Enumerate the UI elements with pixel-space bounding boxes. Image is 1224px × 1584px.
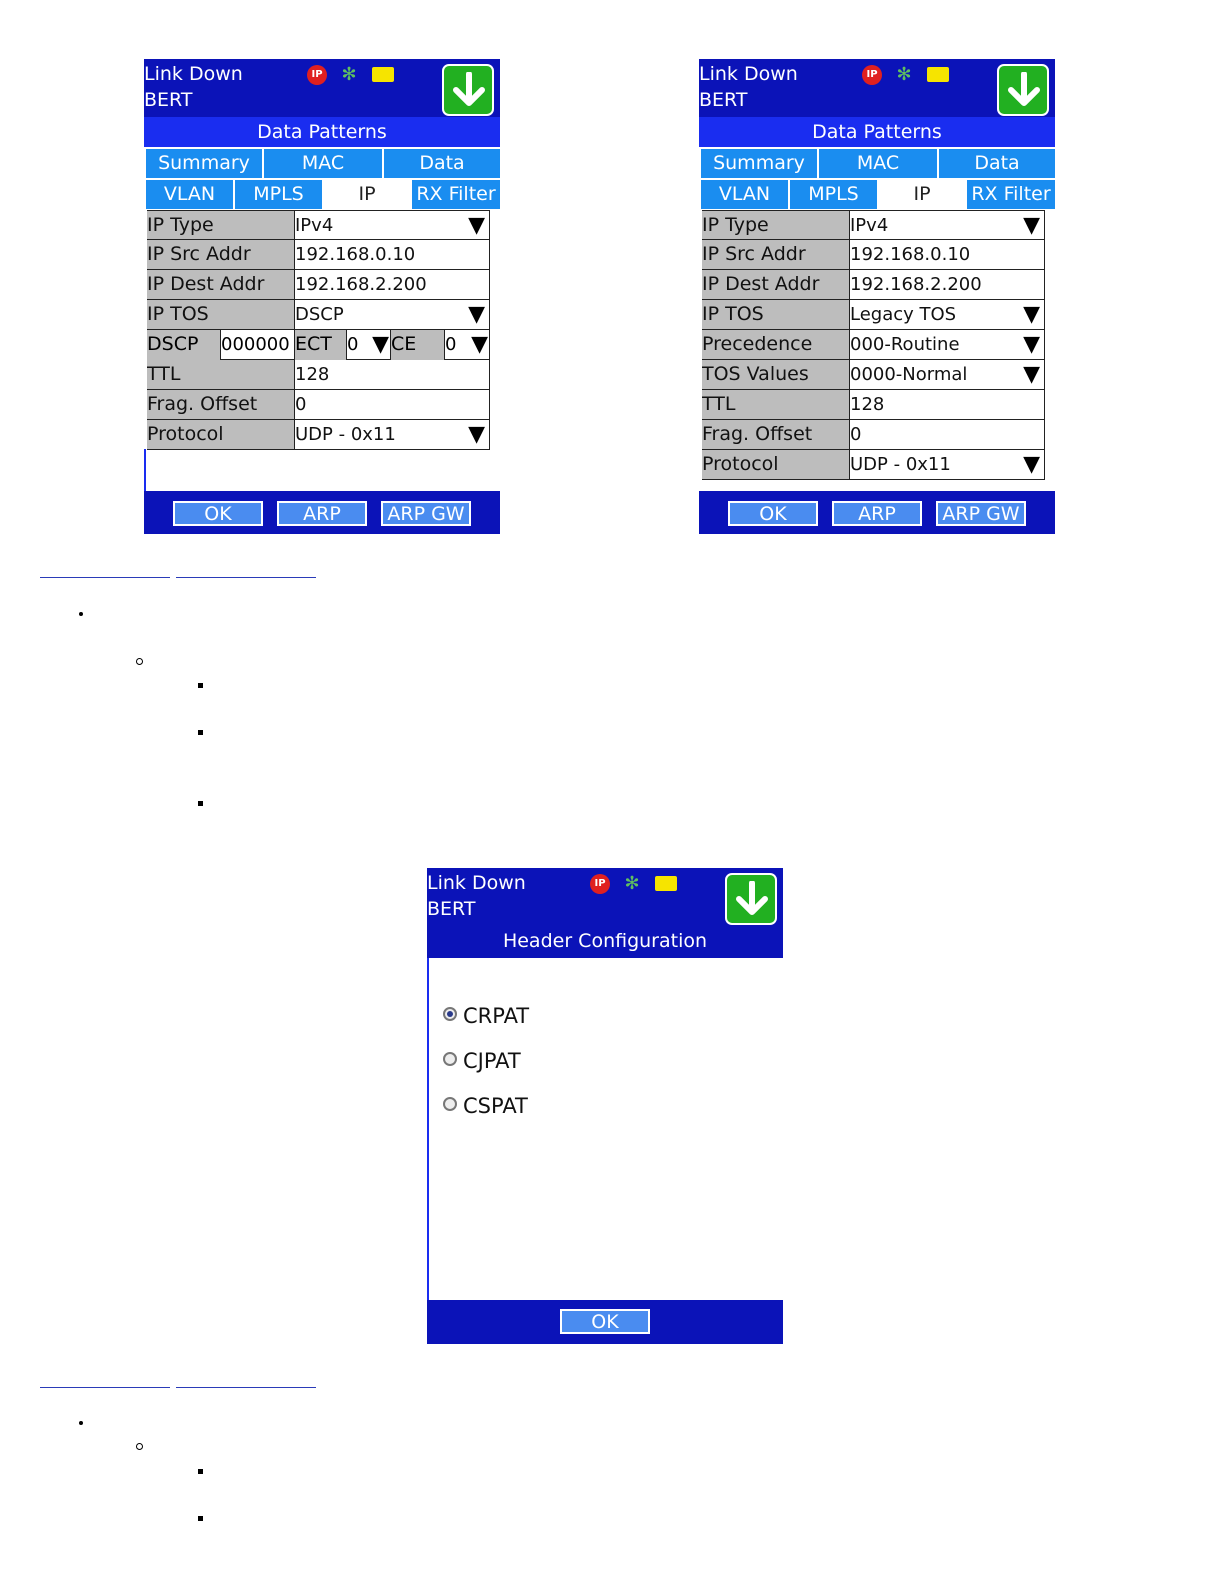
radio-label: CSPAT [463,1094,528,1118]
row-ip-src [147,240,490,270]
label-ip-type: IP Type [702,211,850,239]
ip-tos-select[interactable] [295,300,490,329]
radio-unselected-icon [443,1052,457,1066]
tab-mac[interactable]: MAC [819,149,939,178]
row-ttl [147,360,490,390]
label-ip-tos: IP TOS [702,300,850,329]
scroll-edge [144,449,146,491]
tab-mpls[interactable]: MPLS [790,180,879,209]
row-ip-dest [702,270,1045,300]
page-title: Data Patterns [144,117,500,147]
link-underline[interactable] [176,1387,316,1388]
tab-mpls[interactable]: MPLS [235,180,324,209]
protocol-select[interactable] [295,420,490,449]
arp-button[interactable]: ARP [277,501,367,526]
arp-gw-button[interactable]: ARP GW [381,501,471,526]
row-ip-tos [147,300,490,330]
row-protocol [702,450,1045,480]
arp-gw-button[interactable]: ARP GW [936,501,1026,526]
status-header [427,868,783,926]
row-ip-src [702,240,1045,270]
ip-tos-value: Legacy TOS [850,304,957,325]
radio-cspat[interactable] [443,1093,528,1119]
button-bar [144,491,500,534]
label-frag-offset: Frag. Offset [147,390,295,419]
status-header [144,59,500,117]
row-ip-tos [702,300,1045,330]
bullet-marker [79,1421,83,1425]
row-ip-type [147,210,490,240]
tab-mac[interactable]: MAC [264,149,384,178]
tab-vlan[interactable]: VLAN [146,180,235,209]
folder-icon [927,67,949,82]
dropdown-arrow-icon: ▼ [372,332,389,357]
download-button[interactable] [442,64,494,116]
ok-button[interactable]: OK [173,501,263,526]
radio-label: CRPAT [463,1004,530,1028]
folder-icon [372,67,394,82]
bullet-marker [136,658,143,665]
dropdown-arrow-icon: ▼ [1023,452,1040,477]
ip-status-icon: IP [590,874,610,894]
link-status: Link Down [699,63,798,85]
label-ttl: TTL [147,360,295,389]
label-protocol: Protocol [702,450,850,479]
ce-select[interactable] [445,330,490,360]
tab-data[interactable]: Data [384,149,500,178]
row-ttl [702,390,1045,420]
label-ip-dest: IP Dest Addr [702,270,850,299]
status-header [699,59,1055,117]
tab-vlan[interactable]: VLAN [701,180,790,209]
tos-values-value: 0000-Normal [850,364,968,385]
ip-status-icon: IP [307,65,327,85]
tab-row-2 [701,180,1055,209]
link-underline[interactable] [40,1387,170,1388]
ok-button[interactable]: OK [728,501,818,526]
precedence-value: 000-Routine [850,334,960,355]
ip-settings-grid [702,210,1045,480]
radio-selected-icon [443,1007,457,1021]
device-screen-ip-legacy-tos [699,59,1055,534]
dscp-input[interactable]: 000000 [221,330,295,360]
ip-dest-input[interactable]: 192.168.2.200 [850,270,1045,299]
network-icon: ✻ [624,873,640,894]
ip-dest-input[interactable]: 192.168.2.200 [295,270,490,299]
tab-summary[interactable]: Summary [146,149,264,178]
dropdown-arrow-icon: ▼ [1023,332,1040,357]
download-icon [734,881,770,919]
ip-type-select[interactable] [295,211,490,239]
arp-button[interactable]: ARP [832,501,922,526]
network-icon: ✻ [341,64,357,85]
bullet-marker [198,1469,203,1474]
ip-type-select[interactable] [850,211,1045,239]
download-button[interactable] [725,873,777,925]
ip-type-value: IPv4 [295,215,334,236]
frag-offset-input[interactable]: 0 [295,390,490,419]
row-ip-type [702,210,1045,240]
ip-type-value: IPv4 [850,215,889,236]
radio-unselected-icon [443,1097,457,1111]
label-ip-dest: IP Dest Addr [147,270,295,299]
label-ect: ECT [295,330,347,360]
dropdown-arrow-icon: ▼ [468,422,485,447]
link-status: Link Down [144,63,243,85]
label-ttl: TTL [702,390,850,419]
row-protocol [147,420,490,450]
ip-tos-value: DSCP [295,304,344,325]
bullet-marker [198,683,203,688]
bullet-marker [198,730,203,735]
label-ip-src: IP Src Addr [702,240,850,269]
tab-data[interactable]: Data [939,149,1055,178]
tab-row-2 [146,180,500,209]
protocol-select[interactable] [850,450,1045,479]
frag-offset-input[interactable]: 0 [850,420,1045,449]
test-mode: BERT [144,89,193,111]
link-status: Link Down [427,872,526,894]
tab-row-1 [701,149,1055,178]
protocol-value: UDP - 0x11 [850,454,951,475]
download-icon [451,72,487,110]
button-bar [427,1300,783,1344]
tab-ip[interactable]: IP [879,180,967,209]
ip-tos-select[interactable] [850,300,1045,329]
tab-rx-filter[interactable]: RX Filter [967,180,1055,209]
bullet-marker [198,1516,203,1521]
ok-button[interactable]: OK [560,1309,650,1334]
label-ip-tos: IP TOS [147,300,295,329]
radio-crpat[interactable] [443,1003,529,1029]
label-ip-type: IP Type [147,211,295,239]
label-precedence: Precedence [702,330,850,359]
dropdown-arrow-icon: ▼ [1023,302,1040,327]
dropdown-arrow-icon: ▼ [468,213,485,238]
ttl-input[interactable]: 128 [295,360,490,389]
row-tos-values [702,360,1045,390]
dropdown-arrow-icon: ▼ [468,302,485,327]
precedence-select[interactable] [850,330,1045,359]
bullet-marker [136,1443,143,1450]
bullet-marker [198,801,203,806]
ect-value: 0 [347,334,359,355]
label-tos-values: TOS Values [702,360,850,389]
ip-src-input[interactable]: 192.168.0.10 [295,240,490,269]
ect-select[interactable] [347,330,391,360]
page-title: Data Patterns [699,117,1055,147]
device-screen-ip-dscp [144,59,500,534]
device-screen-header-config [427,868,783,1344]
page-title: Header Configuration [427,926,783,958]
test-mode: BERT [699,89,748,111]
ip-settings-grid [147,210,490,450]
label-ce: CE [391,330,445,360]
ip-status-icon: IP [862,65,882,85]
ip-src-input[interactable]: 192.168.0.10 [850,240,1045,269]
button-bar [699,491,1055,534]
ttl-input[interactable]: 128 [850,390,1045,419]
label-dscp: DSCP [147,330,221,360]
row-frag-offset [702,420,1045,450]
radio-cjpat[interactable] [443,1048,521,1074]
row-precedence [702,330,1045,360]
download-icon [1006,72,1042,110]
ce-value: 0 [445,334,457,355]
row-dscp [147,330,490,360]
dropdown-arrow-icon: ▼ [471,332,488,357]
folder-icon [655,876,677,891]
dropdown-arrow-icon: ▼ [1023,213,1040,238]
label-protocol: Protocol [147,420,295,449]
download-button[interactable] [997,64,1049,116]
bullet-marker [79,612,83,616]
tab-summary[interactable]: Summary [701,149,819,178]
tab-row-1 [146,149,500,178]
scroll-edge [427,958,429,1300]
link-underline[interactable] [40,577,170,578]
tab-rx-filter[interactable]: RX Filter [412,180,500,209]
label-ip-src: IP Src Addr [147,240,295,269]
row-frag-offset [147,390,490,420]
row-ip-dest [147,270,490,300]
dropdown-arrow-icon: ▼ [1023,362,1040,387]
tos-values-select[interactable] [850,360,1045,389]
network-icon: ✻ [896,64,912,85]
test-mode: BERT [427,898,476,920]
link-underline[interactable] [176,577,316,578]
label-frag-offset: Frag. Offset [702,420,850,449]
protocol-value: UDP - 0x11 [295,424,396,445]
radio-label: CJPAT [463,1049,521,1073]
tab-ip[interactable]: IP [324,180,412,209]
